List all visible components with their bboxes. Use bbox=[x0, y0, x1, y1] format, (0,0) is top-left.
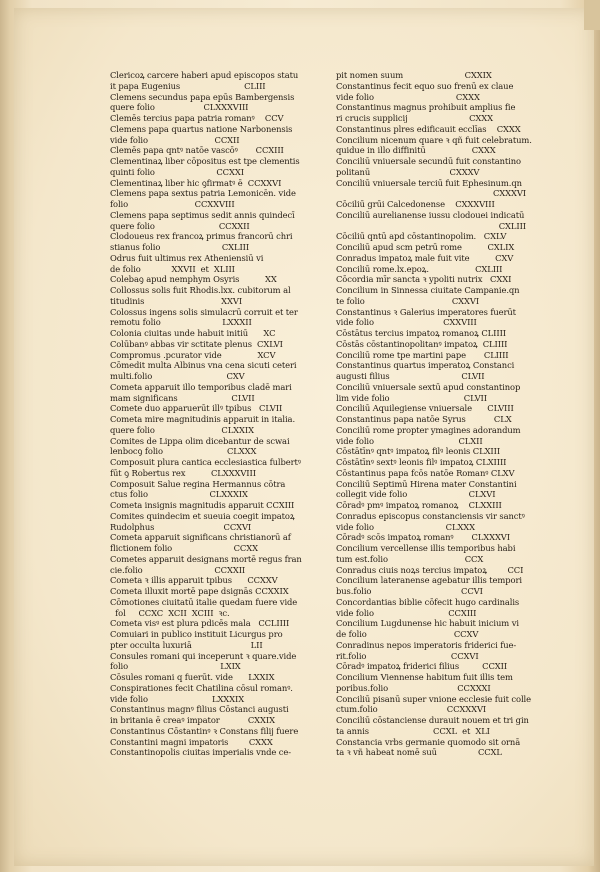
index-entry-line: Cometa visꝰ est plura pdicēs mala CCLIIII bbox=[110, 618, 290, 629]
index-entry-line: Cōstantinus papa fcōs natōe Romanꝰ CLXV bbox=[336, 467, 515, 478]
index-entry-line: Conciliū vniuersale terciū fuit Ephesinum.qn bbox=[336, 177, 522, 188]
index-column-left bbox=[110, 70, 304, 758]
index-entry-line: Comites quindecim et sueuia coegit impatoꝝ bbox=[110, 510, 295, 521]
index-entry-line: Constantinus papa natōe Syrus CLX bbox=[336, 414, 512, 424]
index-entry-line: Concordantias biblie cōfecit hugo cardinalis bbox=[336, 596, 520, 607]
index-entry-line: vide folio CCXIII bbox=[336, 607, 477, 618]
index-entry-line: Rudolphus CCXVI bbox=[110, 521, 252, 532]
index-entry-line: Concilium lateranense agebatur illis tempori bbox=[336, 575, 522, 586]
index-entry-line: Conspirationes fecit Chatilina cōsul romanꝰ. bbox=[110, 682, 293, 693]
index-entry-line: lenbocꝯ folio CLXXX bbox=[110, 446, 257, 457]
index-entry-line: quere folio CLXXXVIII bbox=[110, 102, 249, 113]
index-entry-line: te folio CXXVI bbox=[336, 295, 480, 306]
index-entry-line: Cometa mire magnitudinis apparuit in italia. bbox=[110, 414, 296, 424]
index-entry-line: Cōciliū grūi Calcedonense CXXXVIII bbox=[336, 199, 495, 209]
index-entry-line: Constantinus fecit equo suo frenū ex claue bbox=[336, 80, 514, 91]
index-entry-line: politanū CXXXV bbox=[336, 166, 480, 177]
index-entry-line: Clementinaꝝ liber cōpositus est tpe clementis bbox=[110, 156, 300, 166]
index-entry-line: quidue in illo diffinitū CXXX bbox=[336, 145, 496, 156]
index-entry-line: it papa Eugenius CLIII bbox=[110, 80, 266, 91]
index-entry-line: cie.folio CCXXII bbox=[110, 564, 246, 575]
index-entry-line: Collossus solis fuit Rhodis.lxx. cubitorum al bbox=[110, 285, 291, 295]
index-entry-line: Cōradꝰ impatoꝝ friderici filius CCXII bbox=[336, 661, 508, 672]
index-entry-line: Conciliū apud scm petrū rome CXLIX bbox=[336, 242, 515, 252]
index-entry-line: Conradus impatoꝝ male fuit vite CXV bbox=[336, 252, 514, 263]
index-entry-line: Colonia ciuitas unde habuit initiū XC bbox=[110, 328, 276, 338]
index-entry-line: Clemens secundus papa epūs Bambergensis bbox=[110, 91, 295, 102]
index-entry-line: Constantinus magnus prohibuit amplius fie bbox=[336, 102, 516, 113]
index-entry-line: de folio XXVII et XLIII bbox=[110, 263, 235, 274]
index-entry-line: Constantini magni impatoris CXXX bbox=[110, 736, 273, 747]
index-entry-line: Cometa insignis magnitudis apparuit CCXIII bbox=[110, 500, 295, 510]
index-entry-line: Cōradꝰ pmꝰ impatoꝝ romanoꝝ CLXXIII bbox=[336, 500, 502, 510]
index-entry-line: Compromus .pcurator vide XCV bbox=[110, 349, 276, 360]
index-entry-line: Cometa ꝛ illis apparuit tpibus CCXXV bbox=[110, 575, 278, 586]
index-entry-line: Colossus ingens solis simulacrū corruit et ter bbox=[110, 306, 298, 317]
index-entry-line: Clementinaꝝ liber hic ꝯfirmatꝰ ē CCXXVI bbox=[110, 177, 282, 188]
index-entry-line: Concilium nicenum quare ꝛ qñ fuit celebratum. bbox=[336, 134, 532, 145]
index-entry-line: Conciliū rome propter ymagines adorandum bbox=[336, 424, 521, 435]
index-entry-line: quere folio CCXXII bbox=[110, 220, 250, 231]
index-entry-line: lim vide folio CLVII bbox=[336, 392, 487, 403]
index-entry-line: Clemens papa septimus sedit annis quindecī bbox=[110, 209, 295, 220]
index-entry-line: titudinis XXVI bbox=[110, 295, 243, 306]
index-entry-line: Comites de Lippa olim dicebantur de scwai bbox=[110, 435, 290, 446]
index-entry-line: ctus folio CLXXXIX bbox=[110, 489, 248, 500]
index-entry-line: Constantinus plres edificauit ecclīas CXXX bbox=[336, 123, 521, 134]
index-entry-line: Conradus episcopus constanciensis vir sanctꝰ bbox=[336, 510, 525, 521]
index-entry-line: in britania ē creaꝰ impator CXXIX bbox=[110, 715, 275, 725]
index-entry-line: vide folio LXXXIX bbox=[110, 693, 245, 704]
index-entry-line: Comuiari in publico instituit Licurgus pro bbox=[110, 629, 283, 639]
index-entry-line: Cōstātīnꝰ sextꝰ leonis filꝰ impatoꝝ CLXIIII bbox=[336, 457, 507, 467]
index-entry-line: flictionem folio CCXX bbox=[110, 543, 258, 553]
index-entry-line: Cōmotiones ciuitatū italie quedam fuere vide bbox=[110, 596, 298, 607]
index-entry-line: Conciliū pisanū super vnione ecclesie fuit colle bbox=[336, 693, 531, 704]
index-entry-line: CXLIII bbox=[396, 220, 526, 231]
index-entry-line: vide folio CXXVIII bbox=[336, 317, 477, 328]
index-entry-line: folio CCXXVIII bbox=[110, 199, 235, 209]
index-entry-line: collegit vide folio CLXVI bbox=[336, 489, 496, 500]
index-entry-line: Constantinopolis ciuitas imperialis vnde ce- bbox=[110, 747, 291, 758]
index-entry-line: Concilium vercellense illis temporibus habi bbox=[336, 543, 516, 553]
index-entry-line: Concilium in Sinnessa ciuitate Campanie.qn bbox=[336, 285, 520, 295]
index-entry-line: Cometa apparuit significans christianorū af bbox=[110, 532, 291, 543]
index-entry-line: pit nomen suum CXXIX bbox=[336, 70, 492, 80]
index-entry-line: Clodoueus rex francoꝝ primus francorū chri bbox=[110, 231, 293, 242]
index-entry-line: Concilium Viennense habitum fuit illis tem bbox=[336, 672, 513, 682]
index-entry-line: tum est.folio CCX bbox=[336, 553, 484, 564]
index-entry-line: Comete duo apparuerūt illꝰ tpibus CLVII bbox=[110, 403, 283, 414]
index-entry-line: Conciliū Septimū Hirena mater Constantini bbox=[336, 478, 517, 489]
index-entry-line: Cōmedit multa Albinus vna cena sicuti ceteri bbox=[110, 360, 297, 371]
index-entry-line: vide folio CLXII bbox=[336, 435, 483, 446]
index-entry-line: bus.folio CCVI bbox=[336, 586, 483, 596]
index-entry-line: Cōstātus tercius impatoꝝ romanoꝝ CLIIII bbox=[336, 328, 506, 338]
index-entry-line: mam significans CLVII bbox=[110, 392, 255, 403]
index-entry-line: ta ꝛ vñ habeat nomē suū CCXL bbox=[336, 747, 502, 758]
index-entry-line: Cometa apparuit illo temporibus cladē mari bbox=[110, 381, 292, 392]
index-entry-line: vide folio CCXII bbox=[110, 134, 240, 145]
index-entry-line: Cōsules romani q fuerūt. vide LXXIX bbox=[110, 672, 275, 682]
index-entry-line: rit.folio CCXVI bbox=[336, 650, 479, 661]
index-entry-line: Constantinus ꝛ Galerius imperatores fuerūt bbox=[336, 306, 516, 317]
page-edge bbox=[584, 0, 600, 30]
index-entry-line: de folio CCXV bbox=[336, 629, 479, 639]
index-entry-line: augusti filius CLVII bbox=[336, 371, 485, 381]
index-entry-line: Clemēs papa qntꝰ natōe vascōꝰ CCXIII bbox=[110, 145, 284, 156]
index-entry-line: quinti folio CCXXI bbox=[110, 166, 244, 177]
index-entry-line: Odrus fuit ultimus rex Atheniensiū vi bbox=[110, 252, 264, 263]
index-column-right bbox=[336, 70, 532, 758]
index-entry-line: vide folio CLXXX bbox=[336, 521, 476, 532]
index-entry-line: Cometa illuxit mortē pape dsignās CCXXIX bbox=[110, 586, 289, 596]
index-entry-line: Cōstātīnꝰ qntꝰ impatoꝝ filꝰ leonis CLXIII bbox=[336, 446, 501, 457]
index-entry-line: Constantinus magnꝰ filius Cōstanci augusti bbox=[110, 704, 289, 715]
index-entry-line: ri crucis supplicij CXXX bbox=[336, 113, 493, 123]
index-entry-line: vide folio CXXX bbox=[336, 91, 480, 102]
index-entry-line: Cōcordia mīr sancta ꝛ ypoliti nutrix CXXI bbox=[336, 274, 512, 285]
index-entry-line: folio LXIX bbox=[110, 661, 241, 672]
index-entry-line: Concilium Lugdunense hic habuit inicium vi bbox=[336, 618, 519, 629]
index-entry-line: Composuit Salue regina Hermannus cōtra bbox=[110, 478, 286, 489]
index-entry-line: Composuit plura cantica ecclesiastica fulbertꝰ bbox=[110, 457, 301, 467]
index-entry-line: Colebaꝯ apud nemphym Osyris XX bbox=[110, 274, 277, 285]
index-entry-line: Conciliū cōstanciense durauit nouem et tri gin bbox=[336, 715, 529, 725]
index-entry-line: Conciliū Aquilegiense vniuersale CLVIII bbox=[336, 403, 514, 414]
index-entry-line: remotu folio LXXXII bbox=[110, 317, 252, 328]
index-entry-line: Conciliū vniuersale secundū fuit constantino bbox=[336, 156, 521, 166]
index-entry-line: ta annis CCXL et XLI bbox=[336, 725, 490, 736]
index-entry-line: Clemens papa sextus patria Lemonicēn. vide bbox=[110, 188, 296, 199]
index-entry-line: fol CCXC XCII XCIII ꝛc. bbox=[110, 607, 230, 618]
index-entry-line: Conciliū rome.lx.epoꝝ. CXLIII bbox=[336, 263, 503, 274]
index-entry-line: Constantinus quartus imperatoꝝ Constanci bbox=[336, 360, 515, 371]
index-entry-line: Conradinus nepos imperatoris friderici fue- bbox=[336, 639, 517, 650]
index-entry-line: Clemens papa quartus natione Narbonensis bbox=[110, 123, 293, 134]
index-entry-line: Constancia vrbs germanie quomodo sit ornā bbox=[336, 736, 521, 747]
index-entry-line: CXXXVI bbox=[395, 188, 526, 199]
index-entry-line: multi.folio CXV bbox=[110, 371, 245, 381]
index-entry-line: Conradus ciuis noꝝs tercius impatoꝝ CCI bbox=[336, 564, 524, 575]
index-entry-line: Cometes apparuit designans mortē regus fran bbox=[110, 553, 302, 564]
index-entry-line: Clemēs tercius papa patria romanꝰ CCV bbox=[110, 113, 284, 123]
index-entry-line: Cōradꝰ scōs impatoꝝ romanꝰ CLXXXVI bbox=[336, 532, 510, 543]
index-entry-line: stianus folio CXLIII bbox=[110, 242, 250, 252]
index-entry-line: pter occulta luxuriā LII bbox=[110, 639, 263, 650]
index-entry-line: Constantinus Cōstantinꝰ ꝛ Constans filij fuere bbox=[110, 725, 299, 736]
index-entry-line: Consules romani qui inceperunt ꝛ quare.vide bbox=[110, 650, 297, 661]
index-entry-line: Conciliū rome tpe martini pape CLIIII bbox=[336, 349, 509, 360]
index-entry-line: Conciliū aurelianense iussu clodouei indicatū bbox=[336, 209, 525, 220]
index-entry-line: Clericoꝝ carcere haberi apud episcopos statu bbox=[110, 70, 299, 80]
index-entry-line: ctum.folio CCXXXVI bbox=[336, 704, 487, 715]
index-entry-line: poribus.folio CCXXXI bbox=[336, 682, 491, 693]
index-entry-line: quere folio CLXXIX bbox=[110, 424, 254, 435]
index-entry-line: Cōstās cōstantinopolitanꝰ impatoꝝ CLIIII bbox=[336, 338, 508, 349]
index-entry-line: Cōciliū qntū apd cōstantinopolim. CXLV bbox=[336, 231, 507, 242]
index-entry-line: Conciliū vniuersale sextū apud constantinop bbox=[336, 381, 521, 392]
index-entry-line: Colūbanꝰ abbas vir sctitate plenus CXLVI bbox=[110, 338, 283, 349]
index-entry-line: fūt ꝯ Robertus rex CLXXXVIII bbox=[110, 467, 256, 478]
